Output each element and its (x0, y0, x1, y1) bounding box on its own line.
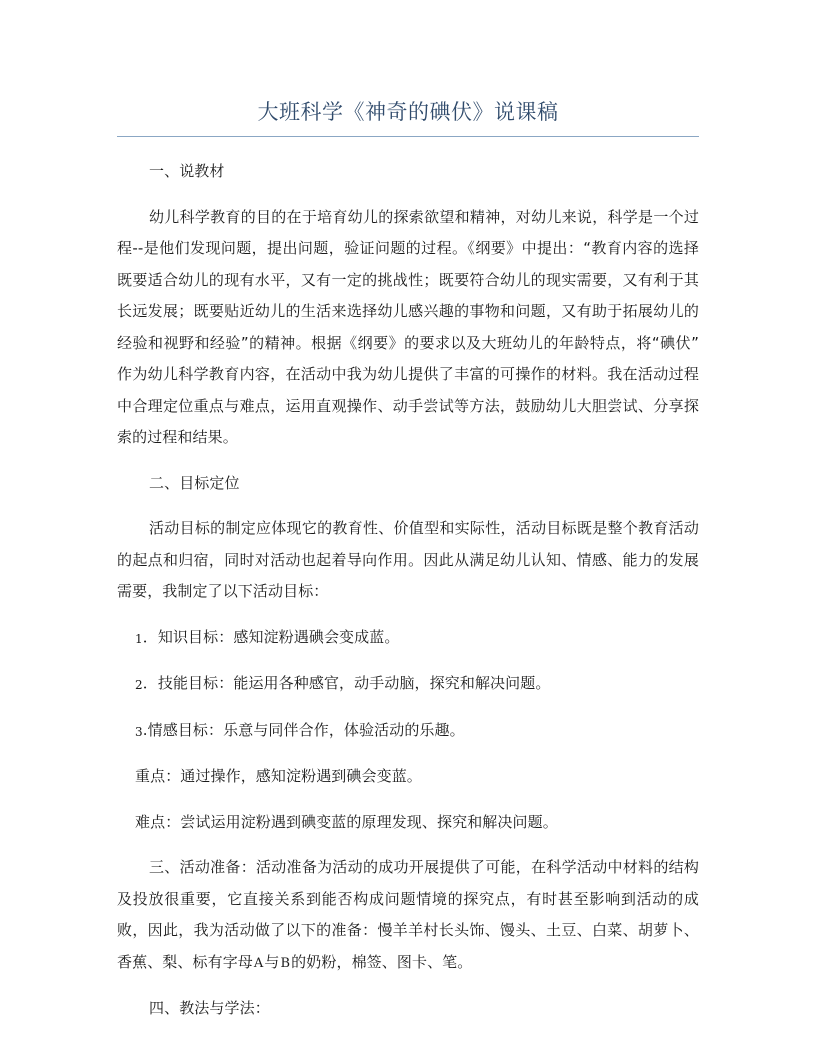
title-divider (117, 136, 699, 137)
goal-item-emotion-separator: . (142, 720, 148, 739)
document-content (117, 0, 699, 1025)
goal-item-skill-number: 2 (135, 678, 143, 692)
goal-item-skill (117, 668, 699, 701)
section-heading-3-paragraph (117, 852, 699, 979)
activity-preparation-text-part1: 三、活动准备：活动准备为活动的成功开展提供了可能，在科学活动中材料的结构及投放很重要，它直接关系到能否构成问题情境的探究点，有时甚至影响到活动的成败，因此，我为活动做了以下的准备：慢羊羊村长头饰、馒头、土豆、白菜、胡萝卜、香蕉、梨、标有字母 (117, 858, 699, 971)
section-heading-1: 一、说教材 (149, 162, 225, 180)
paragraph-goal-positioning: 活动目标的制定应体现它的教育性、价值型和实际性，活动目标既是整个教育活动的起点和归宿，同时对活动也起着导向作用。因此从满足幼儿认知、情感、能力的发展需要，我制定了以下活动目标： (117, 519, 699, 600)
document-body (117, 156, 699, 1025)
key-point-line: 重点：通过操作，感知淀粉遇到碘会变蓝。 (135, 767, 422, 785)
paragraph-teaching-material: 幼儿科学教育的目的在于培育幼儿的探索欲望和精神，对幼儿来说，科学是一个过程--是他们发现问题，提出问题，验证问题的过程。《纲要》中提出：“教育内容的选择既要适合幼儿的现有水平，又有一定的挑战性；既要符合幼儿的现实需要，又有利于其长远发展；既要贴近幼儿的生活来选择幼儿感兴趣的事物和问题，又有助于拓展幼儿的经验和视野和经验”的精神。根据《纲要》的要求以及大班幼儿的年龄特点，将“碘伏”作为幼儿科学教育内容，在活动中我为幼儿提供了丰富的可操作的材料。我在活动过程中合理定位重点与难点，运用直观操作、动手尝试等方法，鼓励幼儿大胆尝试、分享探索的过程和结果。 (117, 207, 699, 446)
goal-item-emotion (117, 715, 699, 748)
goal-item-knowledge-separator: ． (142, 627, 158, 646)
difficulty-point-line: 难点：尝试运用淀粉遇到碘变蓝的原理发现、探究和解决问题。 (135, 812, 558, 831)
goal-item-skill-separator: ． (142, 674, 158, 692)
goal-item-skill-text: 技能目标：能运用各种感官，动手动脑，探究和解决问题。 (157, 674, 551, 692)
activity-preparation-text-part2: 的奶粉，棉签、图卡、笔。 (291, 952, 473, 971)
milk-powder-label-b: B (280, 955, 291, 971)
goal-item-knowledge-text: 知识目标：感知淀粉遇碘会变成蓝。 (157, 627, 400, 646)
goal-item-knowledge (117, 622, 699, 655)
page-title: 大班科学《神奇的碘伏》说课稿 (257, 100, 559, 124)
goal-item-knowledge-number: 1 (135, 631, 143, 646)
section-heading-2: 二、目标定位 (149, 473, 240, 492)
section-heading-4: 四、教法与学法： (149, 999, 270, 1017)
goal-item-emotion-number: 3 (135, 724, 143, 739)
milk-powder-label-a: A (253, 955, 264, 971)
milk-powder-label-conjunction: 与 (264, 952, 280, 971)
goal-item-emotion-text: 情感目标：乐意与同伴合作，体验活动的乐趣。 (147, 720, 465, 739)
